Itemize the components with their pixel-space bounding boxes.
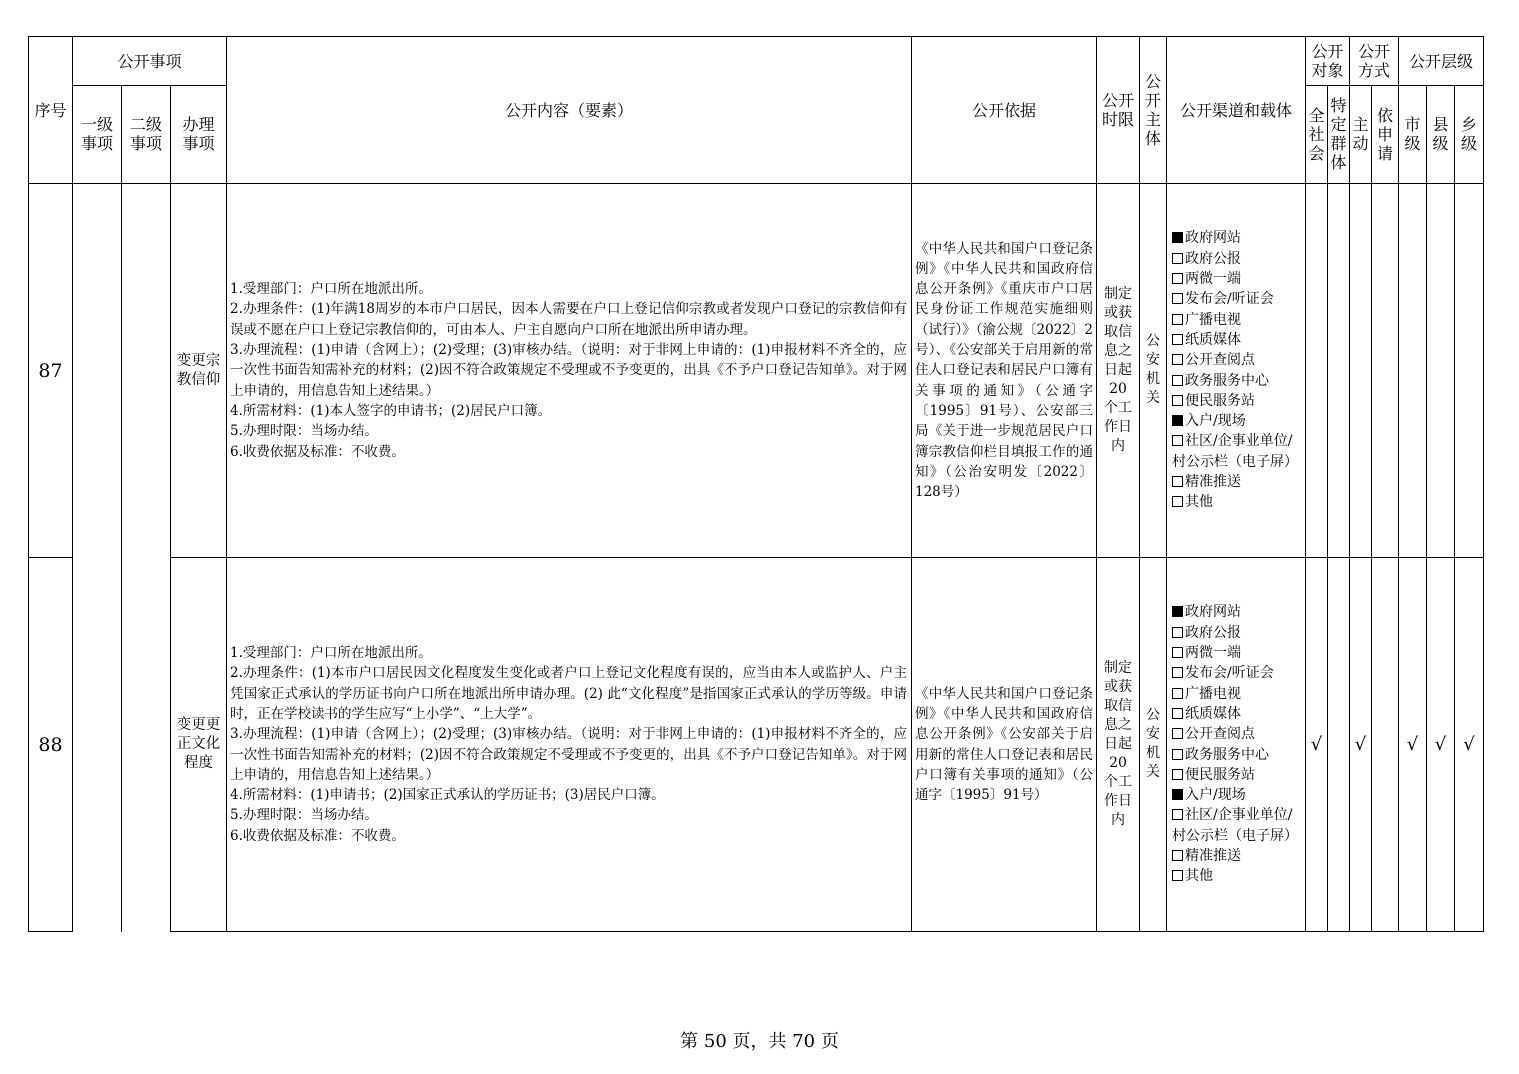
- channel-item: 其他: [1172, 866, 1301, 886]
- channel-item: 公开查阅点: [1172, 724, 1301, 744]
- mark-target-all: √: [1306, 558, 1328, 932]
- row-proc: 变更更正文化程度: [171, 558, 227, 932]
- header-level: 公开层级: [1399, 37, 1484, 86]
- checkbox-icon: [1172, 809, 1183, 820]
- header-time-limit: 公开时限: [1097, 37, 1140, 184]
- checkbox-icon: [1172, 647, 1183, 658]
- checkbox-icon: [1172, 728, 1183, 739]
- channel-item: 便民服务站: [1172, 765, 1301, 785]
- channel-item: 纸质媒体: [1172, 330, 1301, 350]
- channel-item: 纸质媒体: [1172, 704, 1301, 724]
- channel-item: 政府网站: [1172, 602, 1301, 622]
- mark-level-city: √: [1399, 558, 1427, 932]
- mark-target-group: [1328, 558, 1350, 932]
- row-time-limit: 制定或获取信息之日起20个工作日内: [1097, 184, 1140, 558]
- header-mode: 公开方式: [1350, 37, 1399, 86]
- row-channels: [1167, 184, 1306, 558]
- checkbox-icon: [1172, 749, 1183, 760]
- channel-item: 社区/企事业单位/村公示栏（电子屏）: [1172, 807, 1298, 844]
- channel-item: 广播电视: [1172, 684, 1301, 704]
- channel-item: 入户/现场: [1172, 411, 1301, 431]
- mark-level-town: [1455, 184, 1484, 558]
- checkbox-icon: [1172, 870, 1183, 881]
- checkbox-icon: [1172, 496, 1183, 507]
- row-seq: 87: [29, 184, 73, 558]
- header-subject: 公开主体: [1140, 37, 1167, 184]
- checkbox-icon: [1172, 354, 1183, 365]
- row-basis: 《中华人民共和国户口登记条例》《中华人民共和国政府信息公开条例》《重庆市户口居民身份证工作规范实施细则（试行）》（渝公规〔2022〕2号）、《公安部关于启用新的常住人口登记表和居民户口簿有关事项的通知》（公通字〔1995〕91号）、公安部三局《关于进一步规范居民户口簿宗教信仰栏目填报工作的通知》（公治安明发〔2022〕128号）: [912, 184, 1097, 558]
- level2-cell: [122, 184, 171, 558]
- row-subject: 公安机关: [1140, 184, 1167, 558]
- row-channels: [1167, 558, 1306, 932]
- checkbox-icon: [1172, 627, 1183, 638]
- level1-cell: [73, 184, 122, 558]
- channel-item: 政务服务中心: [1172, 371, 1301, 391]
- header-target-group: 特定群体: [1328, 86, 1350, 184]
- checkbox-icon: [1172, 415, 1183, 426]
- checkbox-icon: [1172, 606, 1183, 617]
- header-level2: 二级事项: [122, 86, 171, 184]
- row-proc: 变更宗教信仰: [171, 184, 227, 558]
- header-mode-active: 主动: [1350, 86, 1372, 184]
- checkbox-icon: [1172, 293, 1183, 304]
- checkbox-icon: [1172, 850, 1183, 861]
- channel-item: 发布会/听证会: [1172, 663, 1301, 683]
- header-content: 公开内容（要素）: [227, 37, 912, 184]
- level1-cell: [73, 558, 122, 932]
- table-row: [29, 184, 1484, 558]
- channel-item: 政府公报: [1172, 249, 1301, 269]
- checkbox-icon: [1172, 253, 1183, 264]
- mark-level-county: [1427, 184, 1455, 558]
- row-subject: 公安机关: [1140, 558, 1167, 932]
- header-target: 公开对象: [1306, 37, 1350, 86]
- checkbox-icon: [1172, 273, 1183, 284]
- disclosure-table: [28, 36, 1484, 932]
- header-level-city: 市级: [1399, 86, 1427, 184]
- header-level1: 一级事项: [73, 86, 122, 184]
- checkbox-icon: [1172, 476, 1183, 487]
- channel-item: 公开查阅点: [1172, 350, 1301, 370]
- channel-item: 其他: [1172, 492, 1301, 512]
- checkbox-icon: [1172, 688, 1183, 699]
- mark-level-town: √: [1455, 558, 1484, 932]
- checkbox-icon: [1172, 314, 1183, 325]
- channel-item: 精准推送: [1172, 846, 1301, 866]
- mark-mode-apply: [1372, 558, 1399, 932]
- header-public-items: 公开事项: [73, 37, 227, 86]
- mark-target-group: [1328, 184, 1350, 558]
- mark-target-all: [1306, 184, 1328, 558]
- checkbox-icon: [1172, 334, 1183, 345]
- channel-item: 政务服务中心: [1172, 745, 1301, 765]
- checkbox-icon: [1172, 708, 1183, 719]
- channel-item: 两微一端: [1172, 643, 1301, 663]
- header-channels: 公开渠道和载体: [1167, 37, 1306, 184]
- channel-item: 发布会/听证会: [1172, 289, 1301, 309]
- header-mode-apply: 依申请: [1372, 86, 1399, 184]
- header-level-town: 乡级: [1455, 86, 1484, 184]
- checkbox-icon: [1172, 667, 1183, 678]
- checkbox-icon: [1172, 375, 1183, 386]
- channel-item: 政府公报: [1172, 623, 1301, 643]
- header-proc: 办理事项: [171, 86, 227, 184]
- channel-item: 两微一端: [1172, 269, 1301, 289]
- channel-item: 广播电视: [1172, 310, 1301, 330]
- checkbox-icon: [1172, 395, 1183, 406]
- mark-mode-apply: [1372, 184, 1399, 558]
- header-target-all: 全社会: [1306, 86, 1328, 184]
- header-seq: 序号: [29, 37, 73, 184]
- row-content: 1.受理部门：户口所在地派出所。 2.办理条件：(1)本市户口居民因文化程度发生变化或者户口上登记文化程度有误的，应当由本人或监护人、户主凭国家正式承认的学历证书向户口所在地派出所申请办理。(2) 此“文化程度”是指国家正式承认的学历等级。申请时，正在学校读书的学生应写“上小学”、“上大学”。 3.办理流程：(1)申请（含网上）；(2)受理；(3)审核办结。（说明：对于非网上申请的：(1)申报材料不齐全的，应一次性书面告知需补充的材料；(2)因不符合政策规定不受理或不予变更的，出具《不予户口登记告知单》。对于网上申请的，用信息告知上述结果。） 4.所需材料：(1)申请书；(2)国家正式承认的学历证书；(3)居民户口簿。 5.办理时限：当场办结。 6.收费依据及标准：不收费。: [227, 558, 912, 932]
- checkbox-icon: [1172, 789, 1183, 800]
- table-row: [29, 558, 1484, 932]
- header-level-county: 县级: [1427, 86, 1455, 184]
- channel-item: 精准推送: [1172, 472, 1301, 492]
- row-time-limit: 制定或获取信息之日起20个工作日内: [1097, 558, 1140, 932]
- mark-mode-active: [1350, 184, 1372, 558]
- row-seq: 88: [29, 558, 73, 932]
- mark-level-city: [1399, 184, 1427, 558]
- row-content: 1.受理部门：户口所在地派出所。 2.办理条件：(1)年满18周岁的本市户口居民，因本人需要在户口上登记信仰宗教或者发现户口登记的宗教信仰有误或不愿在户口上登记宗教信仰的，可由本人、户主自愿向户口所在地派出所申请办理。 3.办理流程：(1)申请（含网上）；(2)受理；(3)审核办结。（说明：对于非网上申请的：(1)申报材料不齐全的，应一次性书面告知需补充的材料；(2)因不符合政策规定不受理或不予变更的，出具《不予户口登记告知单》。对于网上申请的，用信息告知上述结果。） 4.所需材料：(1)本人签字的申请书；(2)居民户口簿。 5.办理时限：当场办结。 6.收费依据及标准：不收费。: [227, 184, 912, 558]
- checkbox-icon: [1172, 435, 1183, 446]
- channel-item: 便民服务站: [1172, 391, 1301, 411]
- page-footer: 第 50 页，共 70 页: [680, 1031, 839, 1052]
- channel-item: 社区/企事业单位/村公示栏（电子屏）: [1172, 433, 1298, 470]
- checkbox-icon: [1172, 769, 1183, 780]
- channel-item: 入户/现场: [1172, 785, 1301, 805]
- checkbox-icon: [1172, 232, 1183, 243]
- header-basis: 公开依据: [912, 37, 1097, 184]
- channel-item: 政府网站: [1172, 228, 1301, 248]
- mark-mode-active: √: [1350, 558, 1372, 932]
- level2-cell: [122, 558, 171, 932]
- mark-level-county: √: [1427, 558, 1455, 932]
- row-basis: 《中华人民共和国户口登记条例》《中华人民共和国政府信息公开条例》《公安部关于启用新的常住人口登记表和居民户口簿有关事项的通知》（公通字〔1995〕91号）: [912, 558, 1097, 932]
